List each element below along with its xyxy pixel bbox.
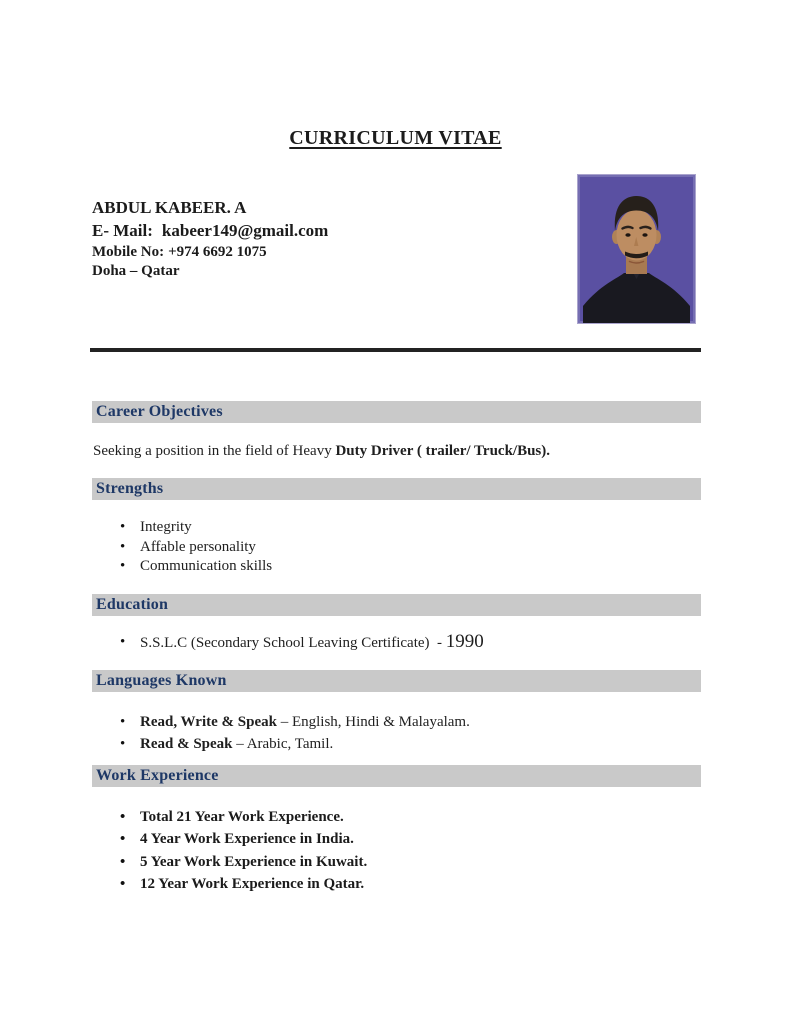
list-item: • Affable personality: [140, 538, 701, 558]
list-item: [140, 733, 701, 755]
email-value: kabeer149@gmail.com: [161, 221, 329, 240]
career-objective-bold: Duty Driver ( trailer/ Truck/Bus).: [335, 443, 551, 459]
applicant-portrait-photo: [578, 175, 695, 323]
header-divider-line: [90, 348, 701, 352]
list-item: • Total 21 Year Work Experience.: [140, 806, 701, 829]
languages-list: [92, 711, 701, 755]
list-item: • 5 Year Work Experience in Kuwait.: [140, 851, 701, 874]
language-skill-rest: – English, Hindi & Malayalam.: [276, 713, 470, 730]
education-text: S.S.L.C (Secondary School Leaving Certificate) -: [140, 634, 446, 651]
strengths-list: [92, 518, 701, 577]
list-item: • Integrity: [140, 518, 701, 538]
section-header-work-experience: Work Experience: [92, 765, 701, 787]
section-header-career-objectives: Career Objectives: [92, 401, 701, 423]
mobile-line: [92, 242, 328, 262]
applicant-name: ABDUL KABEER. A: [92, 198, 247, 217]
cv-body: [92, 401, 701, 896]
section-header-strengths: Strengths: [92, 478, 701, 500]
email-line: [92, 219, 328, 242]
list-item: [140, 711, 701, 733]
email-label: E- Mail:: [92, 221, 153, 240]
mobile-value: +974 6692 1075: [168, 244, 267, 260]
list-item: [140, 631, 701, 654]
education-year: 1990: [445, 630, 484, 652]
portrait-illustration: [578, 175, 695, 323]
career-objective-text: [93, 443, 701, 460]
education-list: [92, 631, 701, 654]
language-skill-rest: – Arabic, Tamil.: [232, 735, 334, 752]
location-line: Doha – Qatar: [92, 263, 180, 279]
document-title: CURRICULUM VITAE: [289, 127, 502, 149]
work-experience-list: [92, 806, 701, 896]
contact-block: [92, 197, 328, 281]
mobile-label: Mobile No:: [92, 244, 165, 260]
language-skill-lead: Read, Write & Speak: [140, 713, 277, 730]
list-item: • 12 Year Work Experience in Qatar.: [140, 873, 701, 896]
section-header-languages-known: Languages Known: [92, 670, 701, 692]
language-skill-lead: Read & Speak: [140, 735, 233, 752]
list-item: • 4 Year Work Experience in India.: [140, 828, 701, 851]
list-item: • Communication skills: [140, 557, 701, 577]
section-header-education: Education: [92, 594, 701, 616]
career-objective-normal: Seeking a position in the field of Heavy: [93, 443, 336, 459]
